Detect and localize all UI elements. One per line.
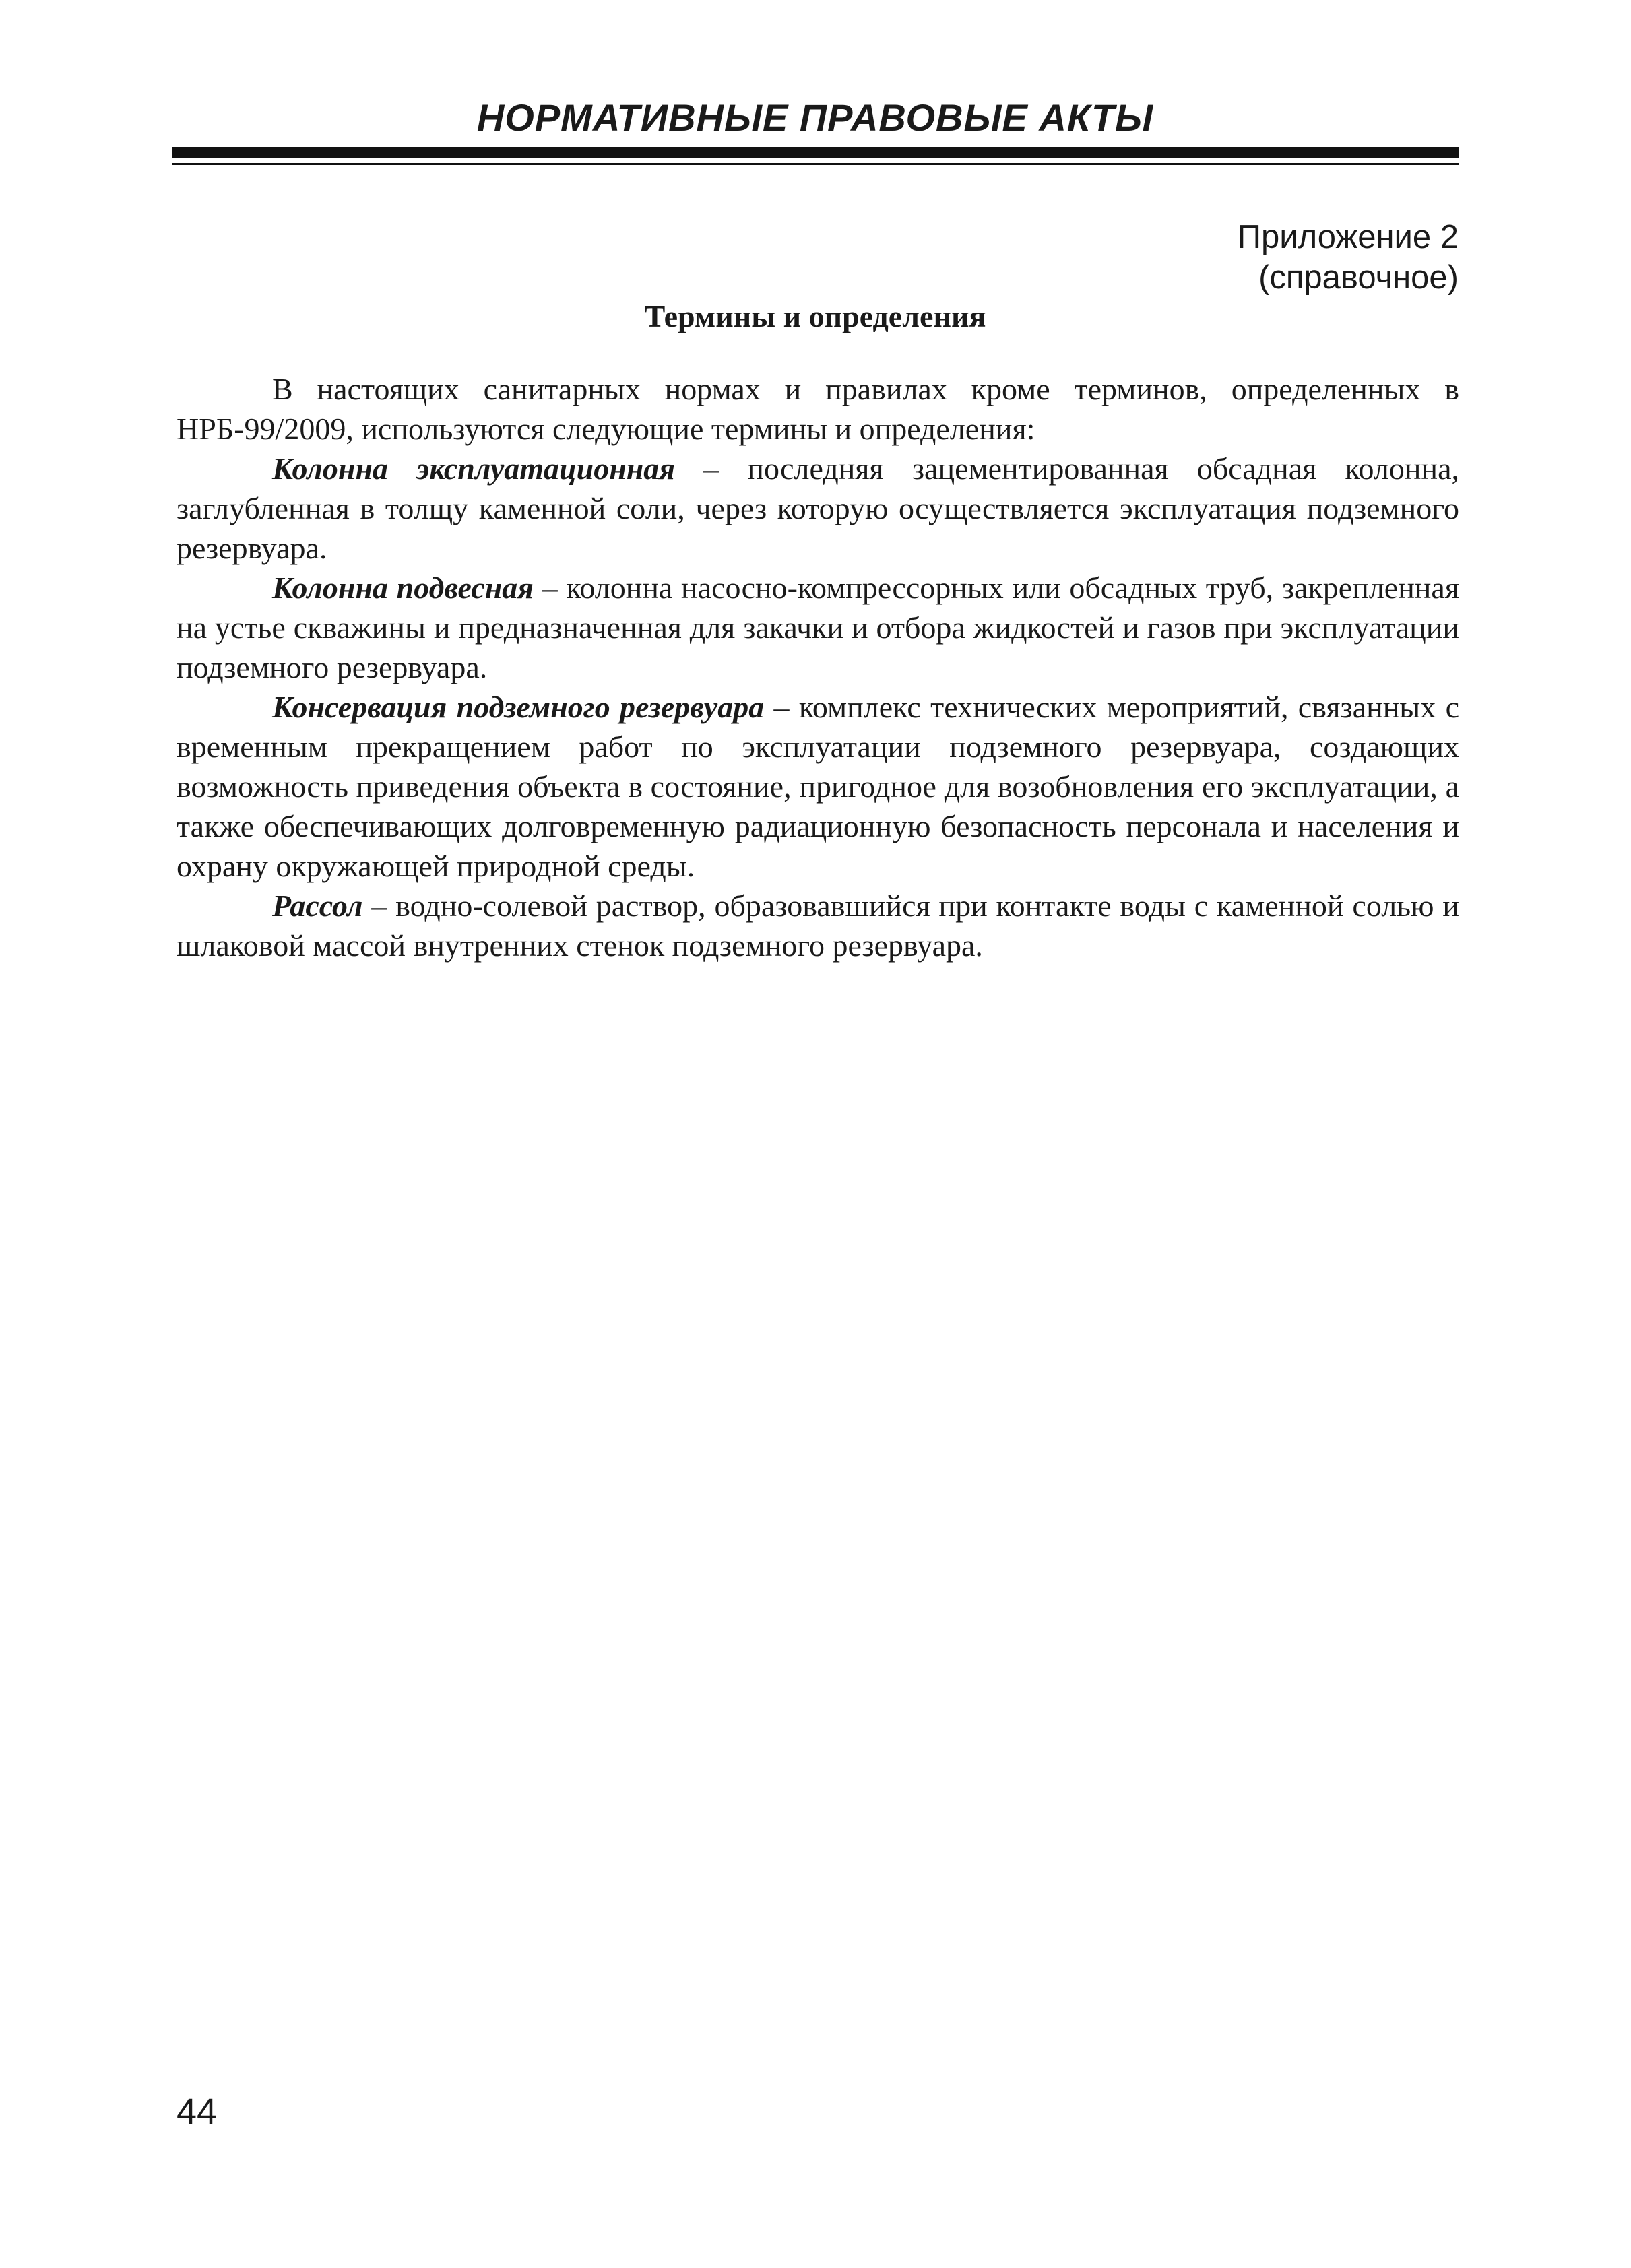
section-title: Термины и определения bbox=[644, 299, 986, 333]
definition-text: – последняя зацементированная обсадная колонна, заглубленная в толщу каменной соли, через которую осуществляется эксплуатация подземного резервуара. bbox=[177, 451, 1459, 565]
running-header: НОРМАТИВНЫЕ ПРАВОВЫЕ АКТЫ bbox=[476, 96, 1154, 139]
page-number: 44 bbox=[177, 2092, 218, 2132]
header-rule-thick bbox=[172, 147, 1459, 158]
appendix-number: Приложение 2 bbox=[1237, 219, 1459, 255]
definition-paragraph bbox=[177, 886, 1459, 965]
definition-text: – колонна насосно-компрессорных или обсадных труб, закрепленная на устье скважины и предназначенная для закачки и отбора жидкостей и газов при эксплуатации подземного резервуара. bbox=[177, 571, 1460, 684]
definition-term: Колонна эксплуатационная bbox=[272, 451, 675, 486]
definition-term: Консервация подземного резервуара bbox=[272, 690, 765, 724]
definitions-body bbox=[177, 369, 1459, 965]
definition-term: Рассол bbox=[272, 888, 363, 923]
definition-term: Колонна подвесная bbox=[272, 571, 534, 605]
header-rule-thin bbox=[172, 163, 1459, 165]
appendix-label bbox=[1238, 217, 1459, 298]
intro-paragraph: В настоящих санитарных нормах и правилах кроме терминов, определенных в НРБ-99/2009, используются следующие термины и определения: bbox=[177, 372, 1459, 446]
definition-text: – комплекс технических мероприятий, связанных с временным прекращением работ по эксплуатации подземного резервуара, создающих возможность приведения объекта в состояние, пригодное для возобновления его эксплуатации, а также обеспечивающих долговременную радиационную безопасность персонала и населения и охрану окружающей природной среды. bbox=[177, 690, 1459, 883]
definition-paragraph bbox=[177, 687, 1459, 886]
definition-paragraph bbox=[177, 449, 1459, 568]
definition-paragraph bbox=[177, 568, 1459, 687]
definition-text: – водно-солевой раствор, образовавшийся при контакте воды с каменной солью и шлаковой массой внутренних стенок подземного резервуара. bbox=[177, 888, 1459, 963]
appendix-type: (справочное) bbox=[1258, 259, 1459, 296]
